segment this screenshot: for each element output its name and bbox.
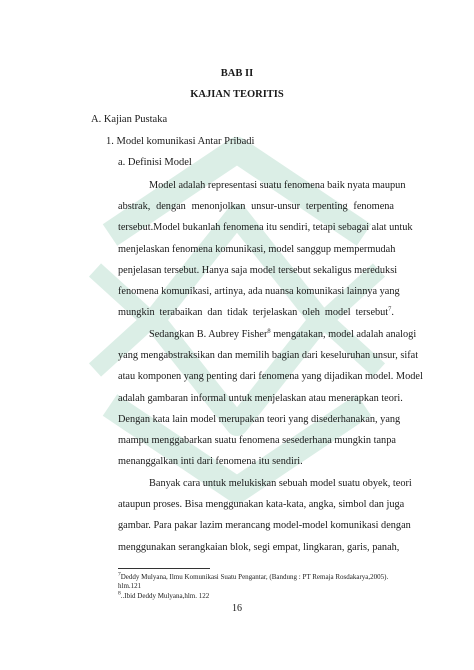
paragraph-line: mampu menggabarkan suatu fenomena sesederhana mungkin tanpa bbox=[118, 434, 396, 446]
paragraph-line-with-ref bbox=[118, 302, 394, 323]
paragraph-line: yang mengabstraksikan dan memilih bagian dari keseluruhan unsur, sifat bbox=[118, 350, 419, 362]
footnote-8 bbox=[118, 592, 408, 601]
footnote-ref-7: 7 bbox=[388, 305, 392, 313]
paragraph-line: menjelaskan fenomena komunikasi, model sanggup mempermudah bbox=[118, 243, 396, 255]
paragraph-line: Model adalah representasi suatu fenomena baik nyata maupun bbox=[149, 180, 406, 191]
paragraph-line-text: mengatakan, model adalah analogi bbox=[270, 329, 417, 340]
paragraph-line: menggunakan serangkaian blok, segi empat, lingkaran, garis, panah, bbox=[118, 541, 400, 553]
subsection-heading: 1. Model komunikasi Antar Pribadi bbox=[106, 136, 255, 147]
footnote-divider bbox=[118, 568, 210, 569]
paragraph-3 bbox=[118, 473, 412, 558]
paragraph-line: atau komponen yang penting dari fenomena yang dijadikan model. Model bbox=[118, 371, 423, 383]
footnote-number: 7 bbox=[118, 571, 121, 578]
footnote-text: ..Ibid Deddy Mulyana,hlm. 122 bbox=[120, 592, 210, 600]
footnote-number: 8 bbox=[118, 590, 121, 597]
paragraph-1 bbox=[118, 175, 413, 323]
section-heading: A. Kajian Pustaka bbox=[91, 114, 168, 125]
paragraph-line: penjelasan tersebut. Hanya saja model tersebut sekaligus mereduksi bbox=[118, 264, 398, 276]
paragraph-2 bbox=[118, 324, 423, 472]
footnote-text: Deddy Mulyana, Ilmu Komunikasi Suatu Pengantar, (Bandung : PT Remaja Rosdakarya,2005). hlm.121 bbox=[118, 573, 389, 590]
paragraph-line: gambar. Para pakar lazim merancang model-model komunikasi dengan bbox=[118, 520, 411, 532]
footnote-7 bbox=[118, 573, 408, 591]
paragraph-line-with-ref bbox=[118, 324, 417, 345]
paragraph-line: ataupun proses. Bisa menggunakan kata-kata, angka, simbol dan juga bbox=[118, 499, 405, 511]
paragraph-line-text: mungkin terabaikan dan tidak terjelaskan oleh model tersebut bbox=[118, 307, 389, 319]
paragraph-line: adalah gambaran informal untuk menjelaskan atau menerapkan teori. bbox=[118, 392, 403, 404]
footnote-ref-8: 8 bbox=[267, 327, 271, 335]
paragraph-line: Banyak cara untuk melukiskan sebuah model suatu obyek, teori bbox=[149, 478, 412, 489]
chapter-title: KAJIAN TEORITIS bbox=[190, 89, 284, 100]
paragraph-line: abstrak, dengan menonjolkan unsur-unsur terpenting fenomena bbox=[118, 201, 394, 213]
sentence-end: . bbox=[391, 307, 394, 319]
paragraph-line: menanggalkan inti dari fenomena itu sendiri. bbox=[118, 456, 303, 468]
paragraph-line: fenomena komunikasi, artinya, ada nuansa komunikasi lainnya yang bbox=[118, 285, 400, 297]
chapter-number: BAB II bbox=[220, 68, 254, 79]
paragraph-line-text: Sedangkan B. Aubrey Fisher bbox=[149, 329, 268, 340]
paragraph-line: Dengan kata lain model merupakan teori yang disederhanakan, yang bbox=[118, 413, 401, 425]
subsubsection-heading: a. Definisi Model bbox=[118, 157, 192, 168]
paragraph-line: tersebut.Model bukanlah fenomena itu sendiri, tetapi sebagai alat untuk bbox=[118, 222, 413, 234]
page-number: 16 bbox=[232, 603, 242, 614]
